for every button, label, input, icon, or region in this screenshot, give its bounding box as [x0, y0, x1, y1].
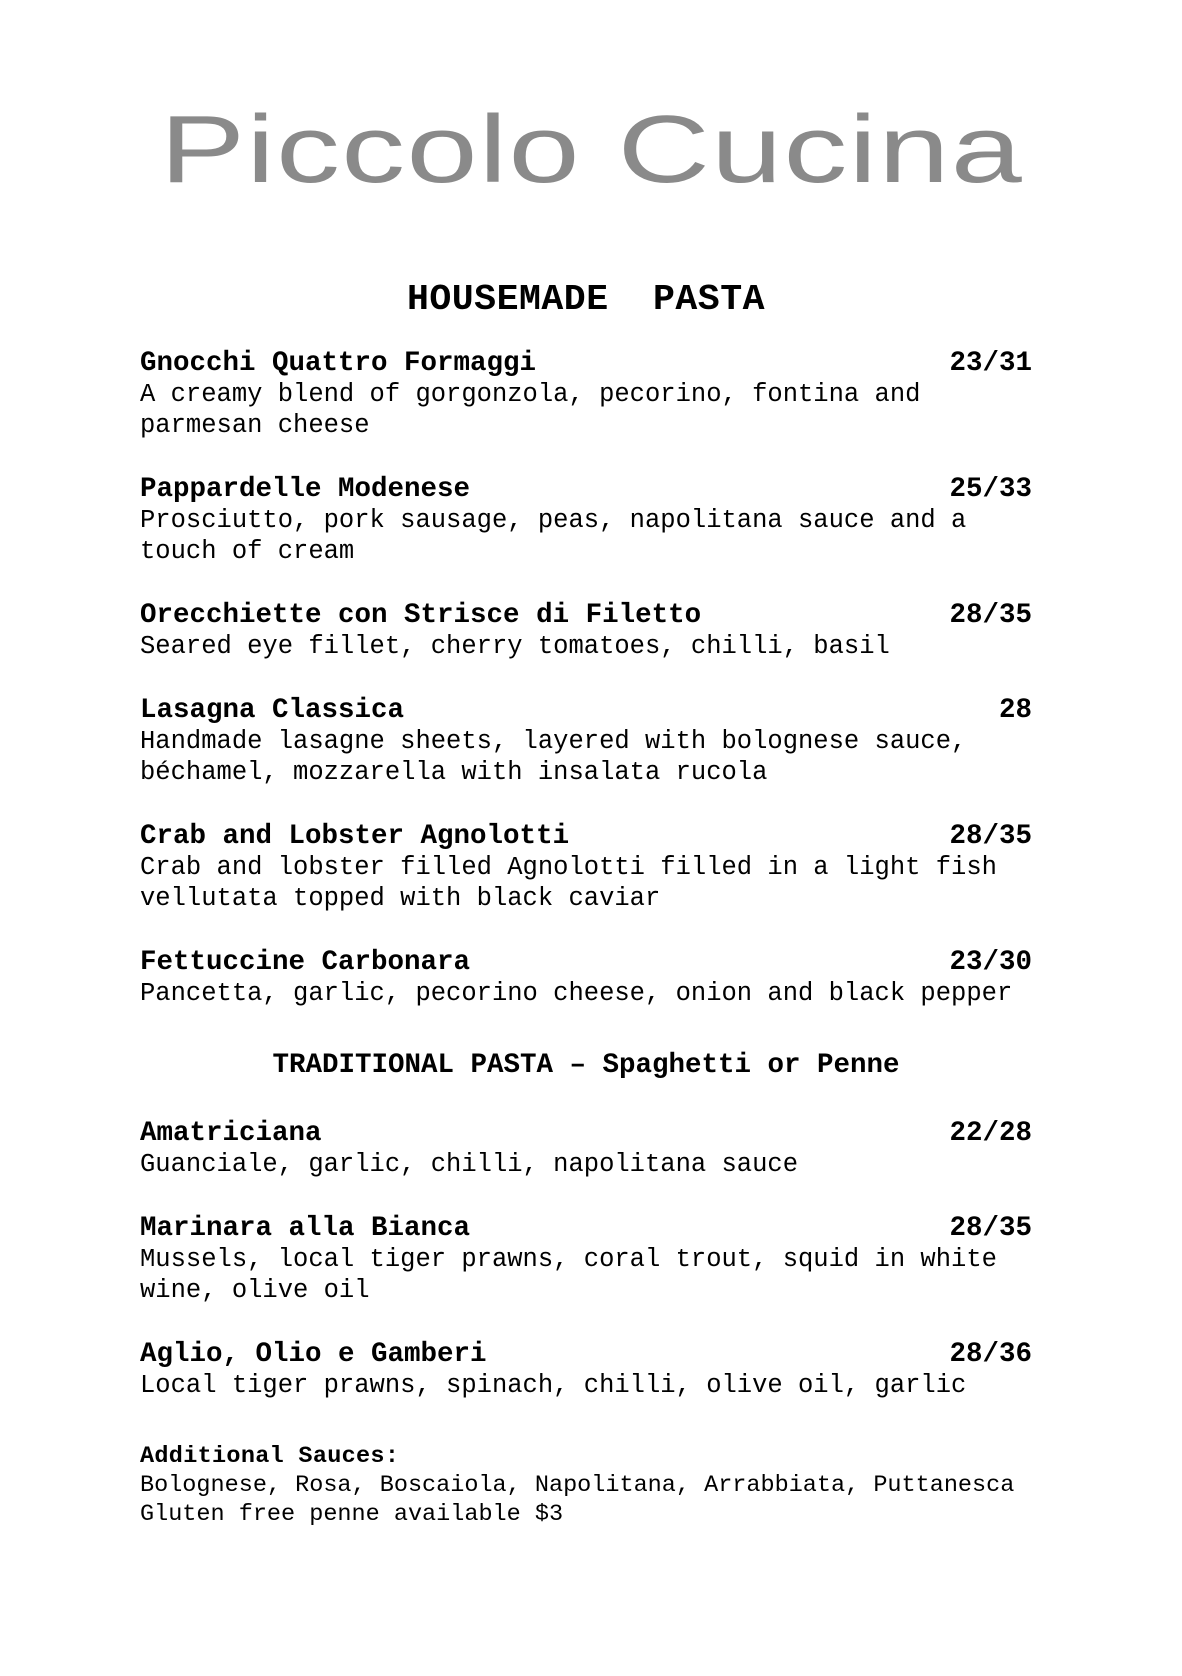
item-head [140, 474, 1032, 505]
section-title-traditional-pasta: TRADITIONAL PASTA – Spaghetti or Penne [272, 1050, 900, 1081]
item-price: 28/35 [949, 600, 1032, 631]
menu-item-fettuccine-carbonara [140, 947, 1032, 1009]
additional-sauces-list: Bolognese, Rosa, Boscaiola, Napolitana, Arrabbiata, Puttanesca [140, 1472, 1015, 1499]
item-head [140, 1213, 1032, 1244]
menu-item-lasagna [140, 695, 1032, 788]
item-description: Handmade lasagne sheets, layered with bolognese sauce, béchamel, mozzarella with insalata rucola [140, 727, 967, 787]
item-description: Guanciale, garlic, chilli, napolitana sauce [140, 1150, 799, 1179]
item-name: Aglio, Olio e Gamberi [140, 1339, 487, 1370]
additional-sauces-heading: Additional Sauces: [140, 1443, 400, 1470]
item-head [140, 821, 1032, 852]
item-description: Local tiger prawns, spinach, chilli, olive oil, garlic [140, 1371, 967, 1400]
item-name: Orecchiette con Strisce di Filetto [140, 600, 702, 631]
item-price: 28/36 [949, 1339, 1032, 1370]
item-price: 28/35 [949, 1213, 1032, 1244]
menu-item-amatriciana [140, 1118, 1032, 1180]
item-head [140, 348, 1032, 379]
item-head [140, 1118, 1032, 1149]
item-head [140, 600, 1032, 631]
item-price: 25/33 [949, 474, 1032, 505]
menu-item-orecchiette [140, 600, 1032, 662]
item-description: Mussels, local tiger prawns, coral trout, squid in white wine, olive oil [140, 1245, 997, 1305]
item-description: Prosciutto, pork sausage, peas, napolitana sauce and a touch of cream [140, 506, 967, 566]
menu-item-aglio-olio [140, 1339, 1032, 1401]
section-title-housemade-pasta: HOUSEMADE PASTA [406, 279, 766, 320]
item-description: A creamy blend of gorgonzola, pecorino, fontina and parmesan cheese [140, 380, 921, 440]
menu-item-pappardelle [140, 474, 1032, 567]
item-head [140, 1339, 1032, 1370]
item-name: Fettuccine Carbonara [140, 947, 471, 978]
item-name: Lasagna Classica [140, 695, 405, 726]
menu-item-gnocchi [140, 348, 1032, 441]
item-name: Marinara alla Bianca [140, 1213, 471, 1244]
menu-content [140, 280, 1032, 1529]
logo-container [0, 96, 1182, 203]
item-description: Seared eye fillet, cherry tomatoes, chilli, basil [140, 632, 890, 661]
item-price: 22/28 [949, 1118, 1032, 1149]
item-name: Amatriciana [140, 1118, 322, 1149]
gluten-free-note: Gluten free penne available $3 [140, 1501, 564, 1528]
item-name: Pappardelle Modenese [140, 474, 471, 505]
item-price: 28 [998, 695, 1032, 726]
menu-item-marinara [140, 1213, 1032, 1306]
restaurant-logo: Piccolo Cucina [159, 96, 1023, 203]
menu-item-crab-lobster-agnolotti [140, 821, 1032, 914]
item-price: 28/35 [949, 821, 1032, 852]
item-description: Crab and lobster filled Agnolotti filled in a light fish vellutata topped with black caviar [140, 853, 997, 913]
item-name: Crab and Lobster Agnolotti [140, 821, 570, 852]
item-price: 23/31 [949, 348, 1032, 379]
item-name: Gnocchi Quattro Formaggi [140, 348, 537, 379]
item-head [140, 695, 1032, 726]
item-head [140, 947, 1032, 978]
item-description: Pancetta, garlic, pecorino cheese, onion and black pepper [140, 979, 1013, 1008]
additional-sauces-note [140, 1442, 1032, 1529]
item-price: 23/30 [949, 947, 1032, 978]
